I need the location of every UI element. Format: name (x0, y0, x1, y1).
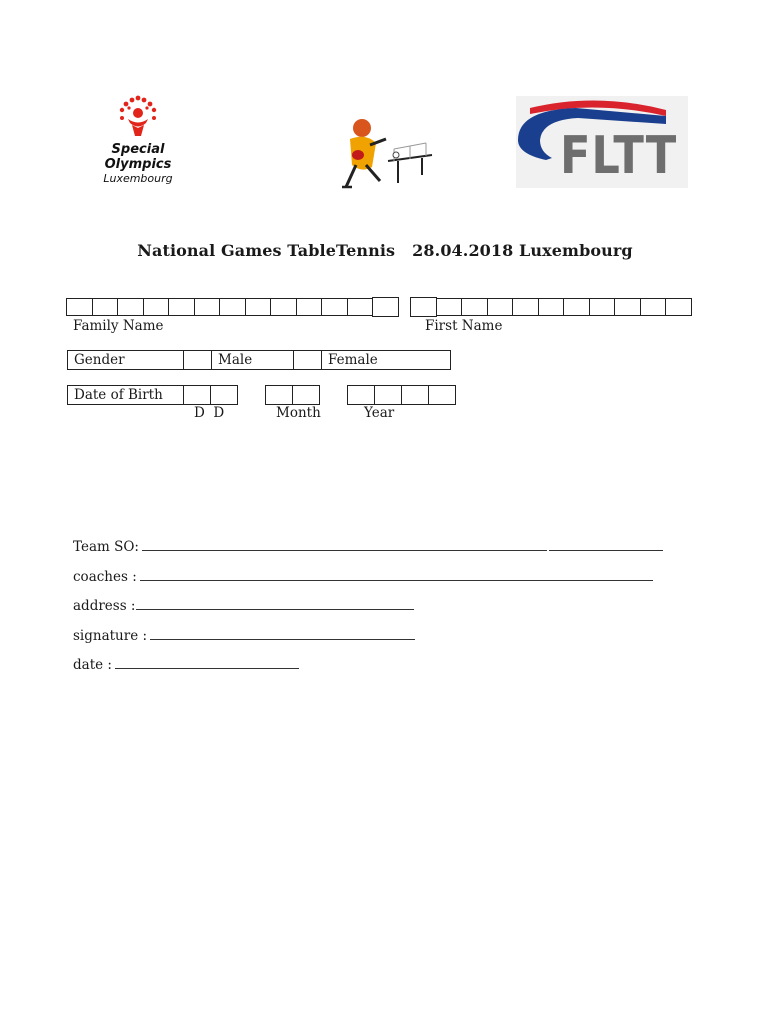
dob-year-box[interactable] (401, 385, 429, 405)
first-name-char-box[interactable] (461, 298, 488, 316)
family-name-char-box[interactable] (372, 297, 399, 317)
special-olympics-logo (88, 92, 188, 192)
family-name-char-box[interactable] (347, 298, 374, 316)
family-name-char-box[interactable] (92, 298, 119, 316)
first-name-char-box[interactable] (589, 298, 616, 316)
dob-label: Date of Birth (67, 385, 184, 405)
first-name-char-box[interactable] (410, 297, 437, 317)
family-name-label: Family Name (73, 318, 164, 334)
family-name-boxes[interactable] (67, 298, 399, 317)
dob-year-label: Year (364, 405, 395, 421)
female-label: Female (328, 352, 378, 368)
signature-field (73, 628, 415, 644)
gender-label: Gender (68, 351, 184, 369)
signature-label: signature : (73, 628, 148, 644)
dob-year-boxes[interactable] (348, 385, 456, 405)
male-label: Male (212, 351, 294, 369)
gender-row (67, 350, 451, 370)
first-name-boxes[interactable] (411, 298, 692, 317)
page-title: National Games TableTennis 28.04.2018 Luxembourg (137, 241, 633, 260)
so-logo-word-olympics: Olympics (104, 157, 172, 172)
first-name-char-box[interactable] (487, 298, 514, 316)
family-name-char-box[interactable] (143, 298, 170, 316)
dob-year-box[interactable] (374, 385, 402, 405)
dob-dd-label: D D (194, 405, 225, 421)
first-name-char-box[interactable] (563, 298, 590, 316)
first-name-char-box[interactable] (436, 298, 463, 316)
address-field (73, 598, 414, 614)
so-logo-word-luxembourg: Luxembourg (103, 172, 173, 185)
family-name-char-box[interactable] (245, 298, 272, 316)
dob-month-label: Month (276, 405, 321, 421)
team-field (73, 539, 663, 555)
dob-month-boxes[interactable] (266, 385, 320, 405)
special-olympics-emblem-icon (88, 92, 188, 138)
table-tennis-player-icon (332, 115, 434, 191)
team-input-line[interactable] (142, 539, 547, 551)
team-input-line-extra[interactable] (549, 539, 663, 551)
so-logo-word-special: Special (111, 142, 165, 157)
signature-input-line[interactable] (150, 628, 415, 640)
first-name-char-box[interactable] (665, 298, 692, 316)
first-name-char-box[interactable] (640, 298, 667, 316)
date-field (73, 657, 299, 673)
male-checkbox[interactable] (184, 351, 212, 369)
family-name-char-box[interactable] (194, 298, 221, 316)
fltt-logo (516, 96, 688, 188)
address-input-line[interactable] (136, 598, 414, 610)
date-label: date : (73, 657, 112, 673)
date-input-line[interactable] (115, 657, 299, 669)
coaches-input-line[interactable] (140, 569, 653, 581)
family-name-char-box[interactable] (117, 298, 144, 316)
female-checkbox[interactable] (294, 351, 322, 369)
coaches-label: coaches : (73, 569, 137, 585)
address-label: address : (73, 598, 136, 614)
family-name-char-box[interactable] (168, 298, 195, 316)
dob-day-boxes[interactable] (184, 385, 238, 405)
dob-day-box[interactable] (210, 385, 238, 405)
fltt-logo-text: FLTT (560, 126, 678, 186)
first-name-label: First Name (425, 318, 503, 334)
family-name-char-box[interactable] (66, 298, 93, 316)
dob-month-box[interactable] (265, 385, 293, 405)
dob-day-box[interactable] (183, 385, 211, 405)
team-label: Team SO: (73, 539, 139, 555)
family-name-char-box[interactable] (270, 298, 297, 316)
dob-year-box[interactable] (428, 385, 456, 405)
family-name-char-box[interactable] (219, 298, 246, 316)
dob-year-box[interactable] (347, 385, 375, 405)
coaches-field (73, 569, 653, 585)
first-name-char-box[interactable] (512, 298, 539, 316)
first-name-char-box[interactable] (538, 298, 565, 316)
family-name-char-box[interactable] (321, 298, 348, 316)
first-name-char-box[interactable] (614, 298, 641, 316)
dob-month-box[interactable] (292, 385, 320, 405)
family-name-char-box[interactable] (296, 298, 323, 316)
